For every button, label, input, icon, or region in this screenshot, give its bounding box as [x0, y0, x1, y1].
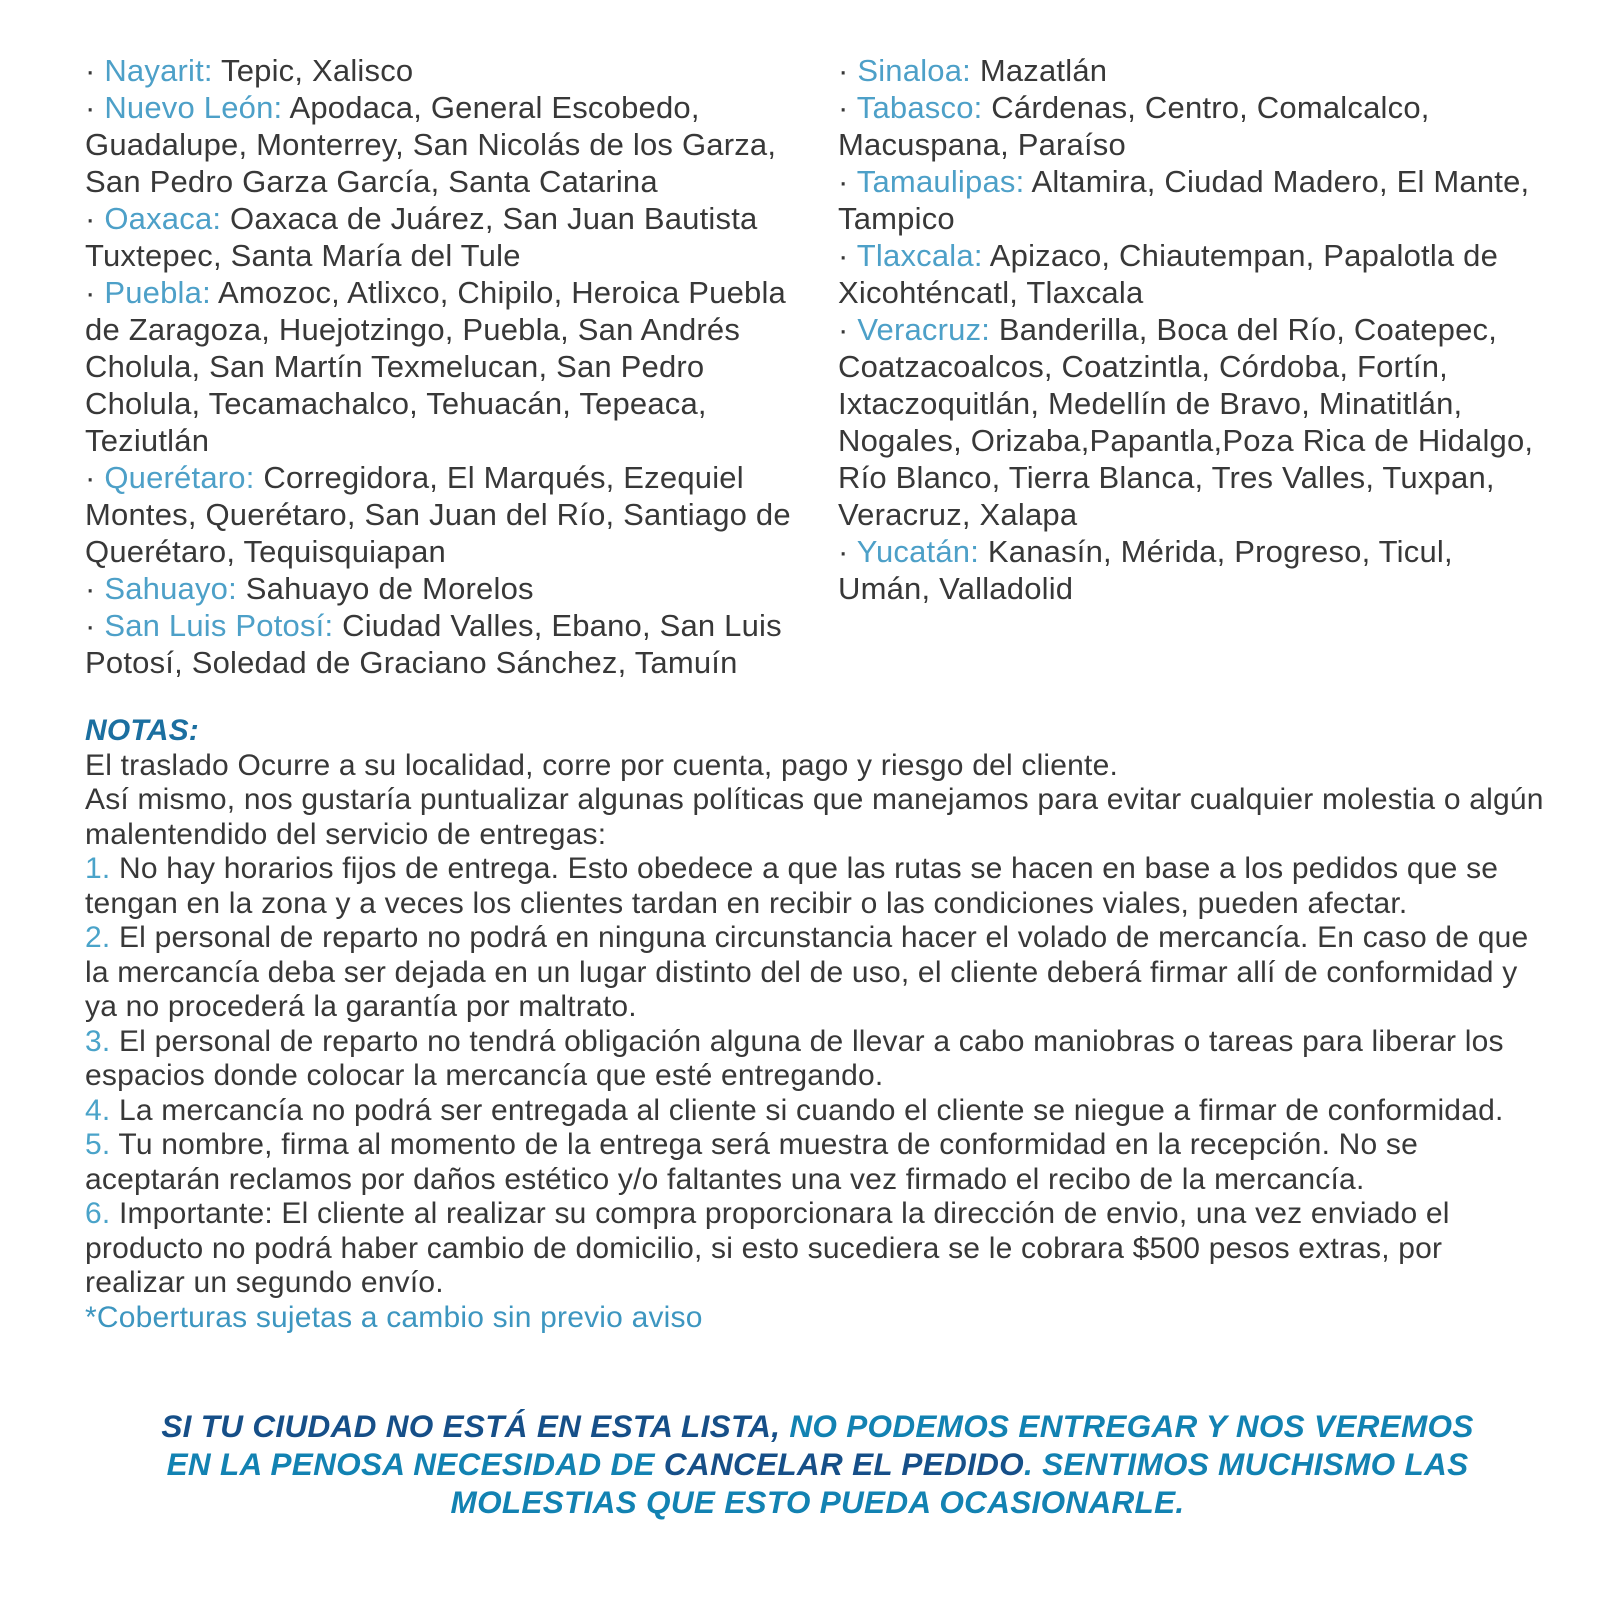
state-entry: [838, 52, 1550, 89]
city-list: Cárdenas, Centro, Comalcalco, Macuspana, Paraíso: [838, 90, 1430, 162]
note-number: 4.: [85, 1093, 111, 1127]
note-item: 2. El personal de reparto no podrá en ninguna circunstancia hacer el volado de mercancía. En caso de que la mercancía deba ser dejada en un lugar distinto del de uso, el cliente deberá firmar allí de conformidad y ya no procederá la garantía por maltrato.: [85, 921, 1529, 1023]
state-name: Sahuayo:: [104, 571, 237, 606]
state-name: Querétaro:: [104, 460, 255, 495]
footer-segment: SI TU CIUDAD NO ESTÁ EN ESTA LISTA,: [161, 1408, 790, 1444]
notes-section: [85, 714, 1550, 1335]
city-list: Amozoc, Atlixco, Chipilo, Heroica Puebla de Zaragoza, Huejotzingo, Puebla, San Andrés Cholula, San Martín Texmelucan, San Pedro Cholula, Tecamachalco, Tehuacán, Tepeaca, Teziutlán: [85, 275, 786, 458]
state-name: Puebla:: [104, 275, 211, 310]
state-name: Tamaulipas:: [856, 164, 1025, 199]
coverage-disclaimer: *Coberturas sujetas a cambio sin previo aviso: [85, 1300, 703, 1334]
state-name: Veracruz:: [857, 312, 991, 347]
footer-segment: CANCELAR EL PEDIDO: [663, 1446, 1024, 1482]
state-name: San Luis Potosí:: [104, 608, 334, 643]
bullet-dot-icon: ·: [838, 534, 857, 569]
city-list: Banderilla, Boca del Río, Coatepec, Coatzacoalcos, Coatzintla, Córdoba, Fortín, Ixtaczoquitlán, Medellín de Bravo, Minatitlán, Nogales, Orizaba,Papantla,Poza Rica de Hidalgo, Río Blanco, Tierra Blanca, Tres Valles, Tuxpan, Veracruz, Xalapa: [838, 312, 1534, 532]
state-name: Tabasco:: [856, 90, 983, 125]
notes-body: [85, 749, 1550, 1301]
notes-intro-line: Así mismo, nos gustaría puntualizar algunas políticas que manejamos para evitar cualquier molestia o algún malentendido del servicio de entregas:: [85, 783, 1544, 851]
coverage-column-right: [838, 52, 1550, 607]
state-name: Nayarit:: [104, 53, 213, 88]
state-entry: [838, 533, 1550, 607]
city-list: Apodaca, General Escobedo, Guadalupe, Monterrey, San Nicolás de los Garza, San Pedro Garza García, Santa Catarina: [85, 90, 777, 199]
bullet-dot-icon: ·: [85, 608, 105, 643]
city-list: Ciudad Valles, Ebano, San Luis Potosí, Soledad de Graciano Sánchez, Tamuín: [85, 608, 782, 680]
city-list: Altamira, Ciudad Madero, El Mante, Tampico: [838, 164, 1530, 236]
note-item: 6. Importante: El cliente al realizar su compra proporcionara la dirección de envio, una vez enviado el producto no podrá haber cambio de domicilio, si esto sucediera se le cobrara $500 pesos extras, por realizar un segundo envío.: [85, 1197, 1450, 1299]
city-list: Sahuayo de Morelos: [245, 571, 534, 606]
note-item: 1. No hay horarios fijos de entrega. Esto obedece a que las rutas se hacen en base a los pedidos que se tengan en la zona y a veces los clientes tardan en recibir o las condiciones viales, pueden afectar.: [85, 852, 1499, 920]
bullet-dot-icon: ·: [85, 53, 105, 88]
city-list: Kanasín, Mérida, Progreso, Ticul, Umán, Valladolid: [838, 534, 1453, 606]
note-number: 2.: [85, 921, 111, 954]
bullet-dot-icon: ·: [85, 460, 105, 495]
bullet-dot-icon: ·: [838, 164, 857, 199]
note-number: 6.: [85, 1197, 111, 1230]
state-entry: [85, 274, 820, 459]
notes-intro-line: El traslado Ocurre a su localidad, corre por cuenta, pago y riesgo del cliente.: [85, 748, 1119, 782]
state-name: Oaxaca:: [104, 201, 222, 236]
notes-heading: NOTAS:: [85, 714, 199, 747]
bullet-dot-icon: ·: [838, 53, 858, 88]
coverage-column-left: [85, 52, 820, 681]
city-list: Oaxaca de Juárez, San Juan Bautista Tuxtepec, Santa María del Tule: [85, 201, 758, 273]
state-entry: [85, 200, 820, 274]
note-item: 4. La mercancía no podrá ser entregada al cliente si cuando el cliente se niegue a firmar de conformidad.: [85, 1093, 1504, 1127]
state-entry: [85, 89, 820, 200]
state-name: Nuevo León:: [104, 90, 283, 125]
city-list: Apizaco, Chiautempan, Papalotla de Xicohténcatl, Tlaxcala: [838, 238, 1499, 310]
state-entry: [838, 311, 1550, 533]
footer-segment: . SENTIMOS MUCHISMO LAS MOLESTIAS QUE ESTO PUEDA OCASIONARLE.: [450, 1446, 1469, 1520]
note-number: 1.: [85, 852, 111, 885]
footer-warning: [85, 1407, 1550, 1521]
note-number: 3.: [85, 1024, 111, 1058]
bullet-dot-icon: ·: [85, 201, 105, 236]
bullet-dot-icon: ·: [85, 571, 105, 606]
bullet-dot-icon: ·: [838, 238, 857, 273]
state-entry: [85, 607, 820, 681]
state-entry: [838, 89, 1550, 163]
note-item: 5. Tu nombre, firma al momento de la entrega será muestra de conformidad en la recepción. No se aceptarán reclamos por daños estético y/o faltantes una vez firmado el recibo de la mercancía.: [85, 1128, 1419, 1196]
note-number: 5.: [85, 1128, 111, 1161]
state-name: Yucatán:: [856, 534, 980, 569]
note-item: 3. El personal de reparto no tendrá obligación alguna de llevar a cabo maniobras o tareas para liberar los espacios donde colocar la mercancía que esté entregando.: [85, 1024, 1504, 1092]
bullet-dot-icon: ·: [85, 275, 105, 310]
state-entry: [838, 237, 1550, 311]
state-entry: [85, 52, 820, 89]
bullet-dot-icon: ·: [838, 312, 858, 347]
city-list: Mazatlán: [979, 53, 1108, 88]
state-name: Tlaxcala:: [856, 238, 983, 273]
state-entry: [85, 570, 820, 607]
bullet-dot-icon: ·: [85, 90, 105, 125]
state-entry: [838, 163, 1550, 237]
city-list: Tepic, Xalisco: [221, 53, 414, 88]
footer-segment: NO PODEMOS ENTREGAR Y NOS VEREMOS EN LA PENOSA NECESIDAD DE: [166, 1408, 1474, 1482]
city-list: Corregidora, El Marqués, Ezequiel Montes, Querétaro, San Juan del Río, Santiago de Querétaro, Tequisquiapan: [85, 460, 791, 569]
coverage-columns: [85, 52, 1550, 692]
bullet-dot-icon: ·: [838, 90, 857, 125]
state-entry: [85, 459, 820, 570]
state-name: Sinaloa:: [857, 53, 971, 88]
